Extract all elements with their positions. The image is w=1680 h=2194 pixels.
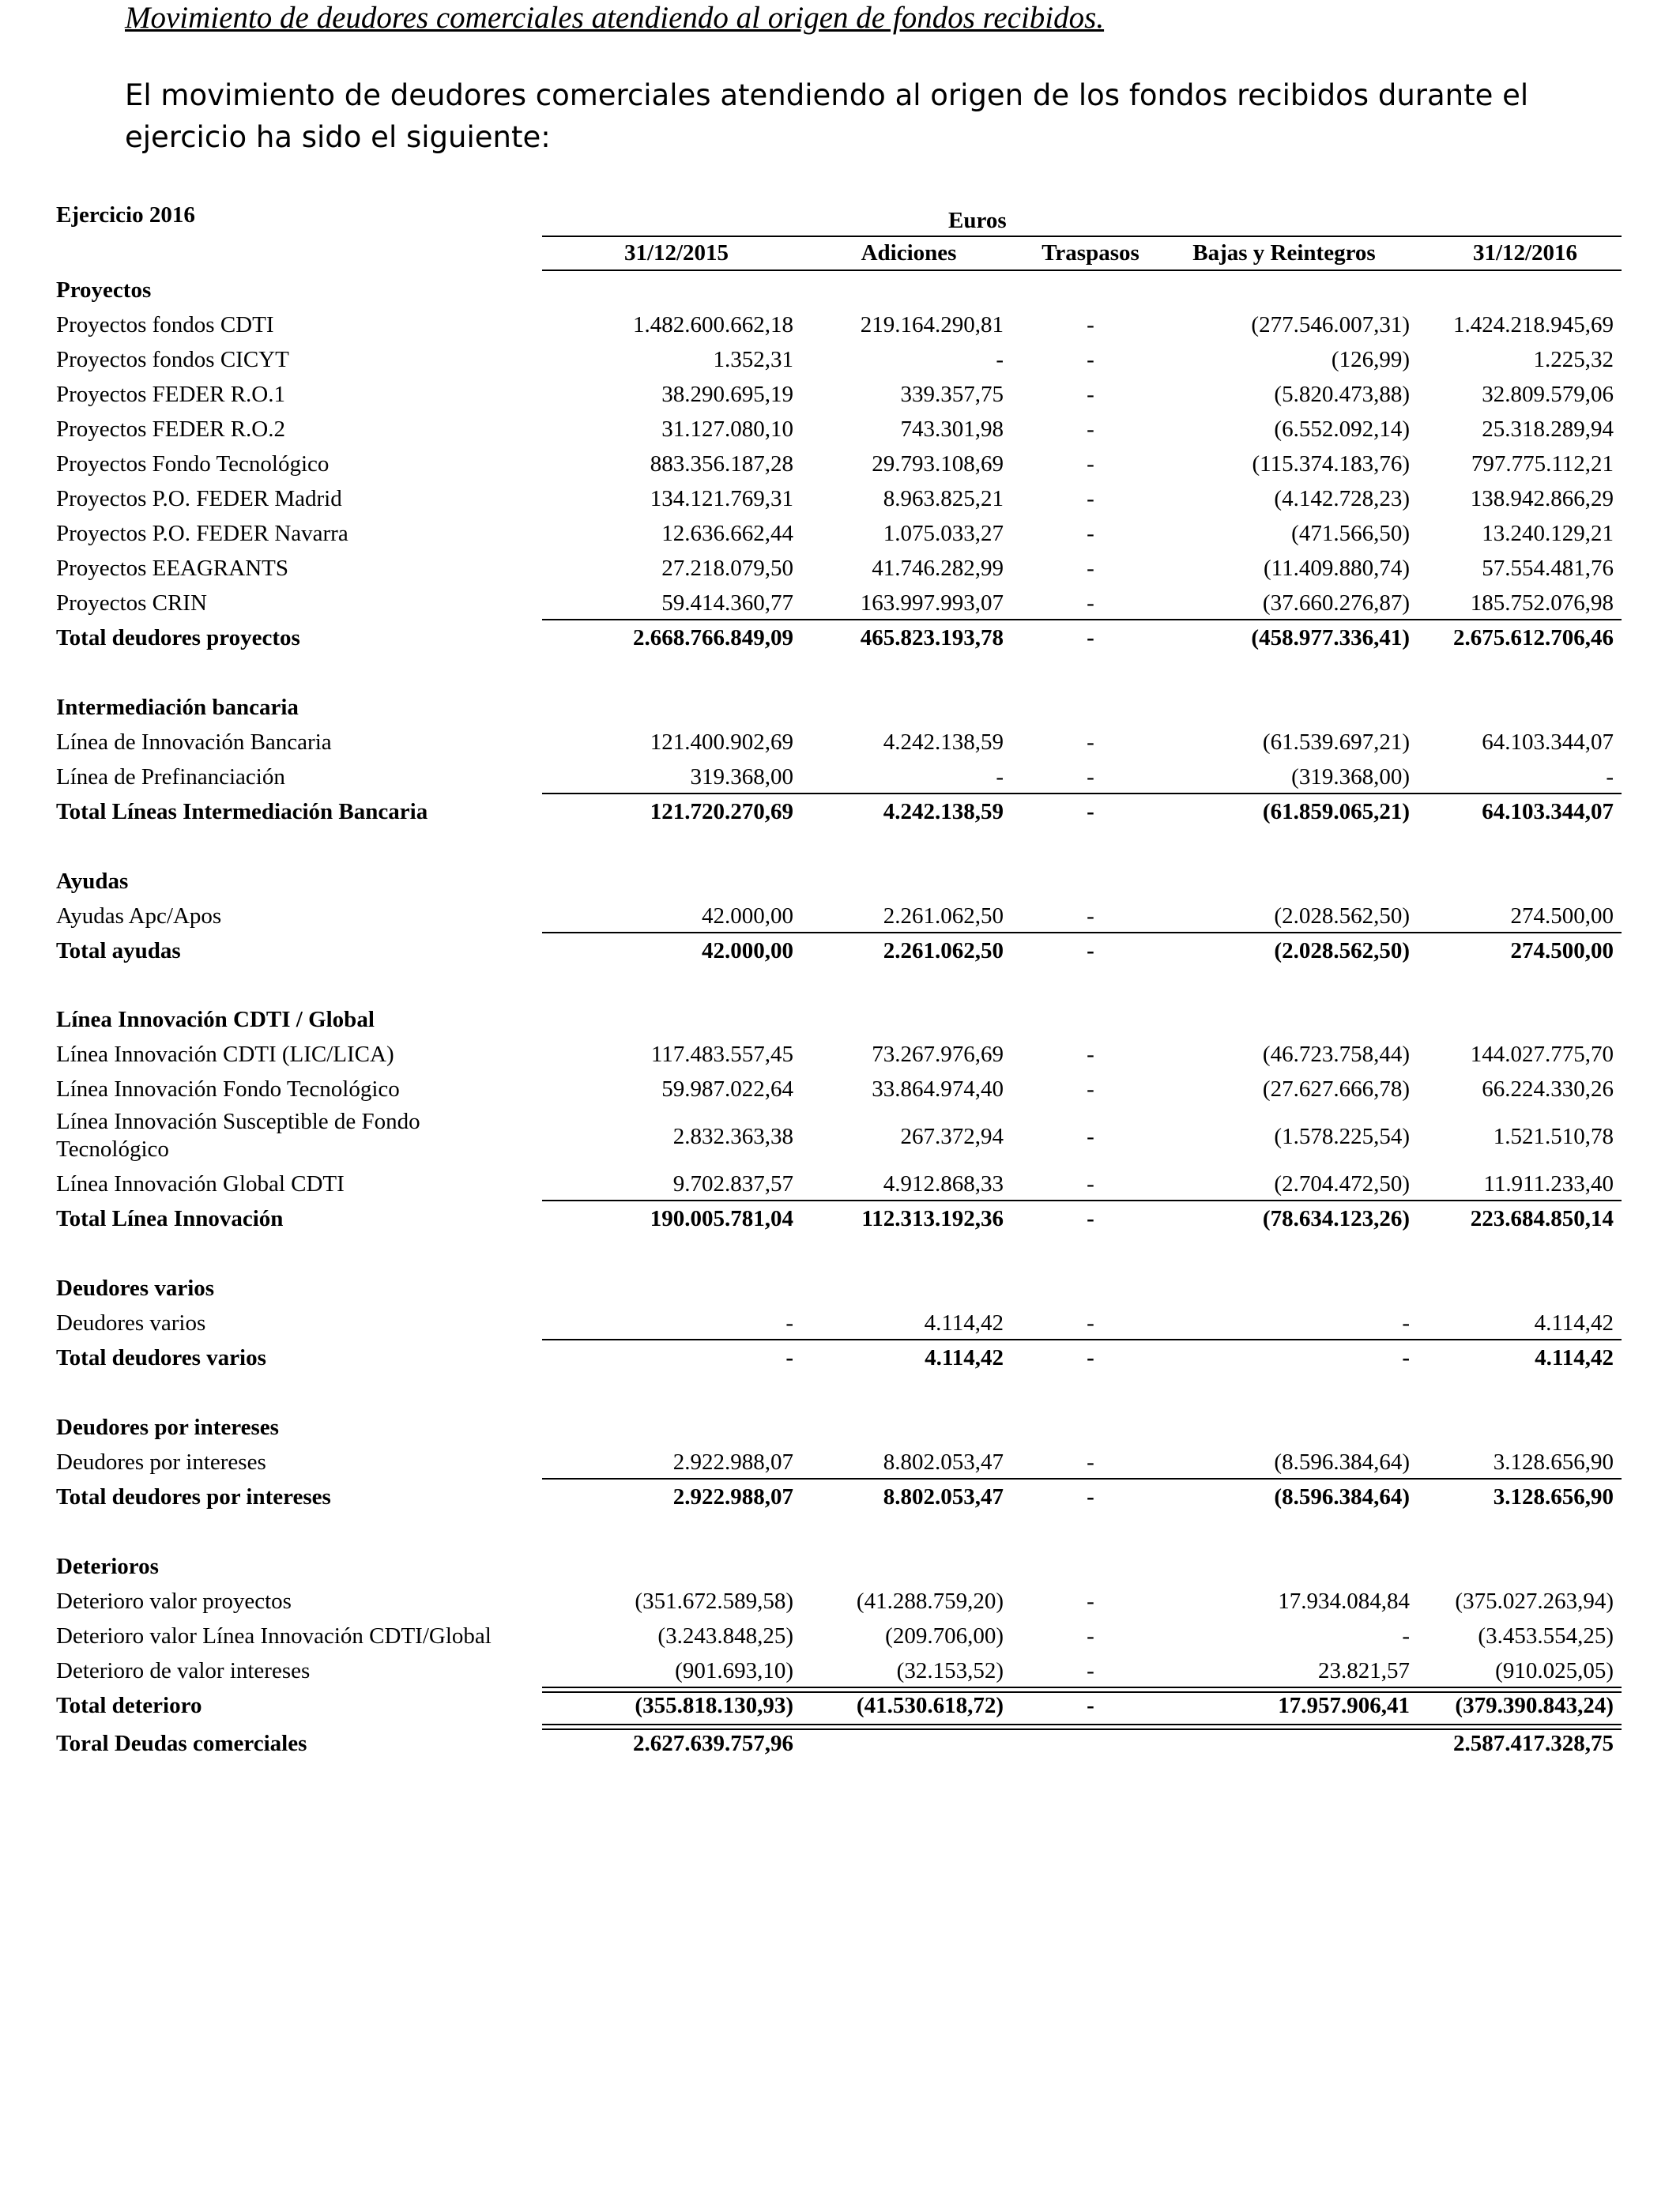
opening-balance-cell: 27.218.079,50 — [661, 556, 793, 581]
additions-cell: 1.075.033,27 — [883, 521, 1004, 546]
row-label: Intermediación bancaria — [56, 695, 299, 720]
write-offs-cell: 17.934.084,84 — [1278, 1589, 1410, 1614]
transfers-cell: - — [1087, 1345, 1094, 1370]
closing-balance-cell: (910.025,05) — [1495, 1658, 1614, 1683]
total-rule — [542, 1478, 1622, 1480]
opening-balance-cell: 12.636.662,44 — [661, 521, 793, 546]
write-offs-cell: 17.957.906,41 — [1278, 1693, 1410, 1718]
row-label: Ayudas Apc/Apos — [56, 903, 222, 929]
write-offs-cell: (458.977.336,41) — [1251, 625, 1410, 650]
additions-cell: 4.242.138,59 — [883, 729, 1004, 755]
opening-balance-cell: (901.693,10) — [675, 1658, 793, 1683]
exercise-label: Ejercicio 2016 — [56, 202, 195, 228]
additions-cell: - — [996, 764, 1004, 790]
closing-balance-cell: 11.911.233,40 — [1483, 1171, 1614, 1197]
currency-label: Euros — [948, 208, 1007, 233]
write-offs-cell: (46.723.758,44) — [1262, 1042, 1410, 1067]
opening-balance-cell: 1.352,31 — [713, 347, 793, 372]
additions-cell: 8.802.053,47 — [883, 1449, 1004, 1475]
closing-balance-cell: 1.521.510,78 — [1493, 1124, 1614, 1149]
write-offs-cell: (2.028.562,50) — [1274, 938, 1410, 963]
closing-balance-cell: (379.390.843,24) — [1455, 1693, 1614, 1718]
table-row-proyectos-crin — [0, 586, 1680, 620]
row-label: Ayudas — [56, 869, 129, 894]
closing-balance-cell: 3.128.656,90 — [1493, 1484, 1614, 1510]
table-row-linea-de-prefinanciacion — [0, 760, 1680, 794]
row-label: Línea Innovación CDTI (LIC/LICA) — [56, 1042, 394, 1067]
row-label: Toral Deudas comerciales — [56, 1731, 307, 1756]
write-offs-cell: (2.028.562,50) — [1274, 903, 1410, 929]
header-rule — [542, 236, 1622, 237]
additions-cell: (41.530.618,72) — [856, 1693, 1004, 1718]
column-header-additions: Adiciones — [861, 240, 957, 266]
section-header-deudores-varios — [0, 1271, 1680, 1306]
write-offs-cell: (2.704.472,50) — [1274, 1171, 1410, 1197]
section-header-linea-innovacion-cdti-global — [0, 1002, 1680, 1037]
closing-balance-cell: 4.114,42 — [1534, 1310, 1614, 1336]
row-label: Deudores por intereses — [56, 1415, 279, 1440]
closing-balance-cell: 3.128.656,90 — [1493, 1449, 1614, 1475]
additions-cell: - — [996, 347, 1004, 372]
additions-cell: 41.746.282,99 — [872, 556, 1004, 581]
write-offs-cell: (5.820.473,88) — [1274, 382, 1410, 407]
transfers-cell: - — [1087, 1693, 1094, 1718]
write-offs-cell: (4.142.728,23) — [1274, 486, 1410, 511]
closing-balance-cell: 274.500,00 — [1510, 903, 1614, 929]
row-label: Proyectos FEDER R.O.2 — [56, 417, 285, 442]
section-header-ayudas — [0, 864, 1680, 899]
double-total-rule — [542, 1724, 1622, 1730]
write-offs-cell: (37.660.276,87) — [1262, 590, 1410, 616]
row-label: Línea Innovación Susceptible de Fondo Tecnológico — [56, 1109, 420, 1162]
row-label: Deterioro valor proyectos — [56, 1589, 292, 1614]
additions-cell: 8.963.825,21 — [883, 486, 1004, 511]
transfers-cell: - — [1087, 903, 1094, 929]
row-label: Proyectos FEDER R.O.1 — [56, 382, 285, 407]
section-heading: Movimiento de deudores comerciales atendiendo al origen de fondos recibidos. — [125, 1, 1105, 35]
write-offs-cell: (319.368,00) — [1291, 764, 1410, 790]
table-row-linea-de-innovacion-bancaria — [0, 725, 1680, 760]
row-label: Deudores por intereses — [56, 1449, 266, 1475]
closing-balance-cell: 223.684.850,14 — [1470, 1206, 1614, 1231]
closing-balance-cell: 138.942.866,29 — [1470, 486, 1614, 511]
transfers-cell: - — [1087, 1484, 1094, 1510]
table-row-proyectos-feder-r-o-2 — [0, 412, 1680, 447]
total-row-total-deudores-varios — [0, 1340, 1680, 1375]
row-label: Deudores varios — [56, 1276, 215, 1301]
write-offs-cell: (126,99) — [1331, 347, 1410, 372]
row-label: Proyectos EEAGRANTS — [56, 556, 289, 581]
intro-paragraph: El movimiento de deudores comerciales atendiendo al origen de los fondos recibidos durante el ejercicio ha sido el siguiente: — [125, 78, 1529, 154]
write-offs-cell: (61.859.065,21) — [1262, 799, 1410, 824]
transfers-cell: - — [1087, 486, 1094, 511]
table-row-deterioro-valor-linea-innovacion-cdti-global — [0, 1619, 1680, 1653]
closing-balance-cell: 57.554.481,76 — [1482, 556, 1614, 581]
row-label: Total Línea Innovación — [56, 1206, 284, 1231]
write-offs-cell: (6.552.092,14) — [1274, 417, 1410, 442]
transfers-cell: - — [1087, 625, 1094, 650]
additions-cell: 4.242.138,59 — [883, 799, 1004, 824]
closing-balance-cell: - — [1606, 764, 1614, 790]
table-row-proyectos-p-o-feder-madrid — [0, 481, 1680, 516]
total-row-total-linea-innovacion — [0, 1201, 1680, 1236]
transfers-cell: - — [1087, 1206, 1094, 1231]
write-offs-cell: (277.546.007,31) — [1251, 312, 1410, 337]
row-label: Total ayudas — [56, 938, 181, 963]
table-row-linea-innovacion-global-cdti — [0, 1167, 1680, 1201]
opening-balance-cell: 117.483.557,45 — [650, 1042, 793, 1067]
opening-balance-cell: 31.127.080,10 — [661, 417, 793, 442]
table-row-linea-innovacion-fondo-tecnologico — [0, 1072, 1680, 1106]
table-row-deudores-varios — [0, 1306, 1680, 1340]
total-rule — [542, 793, 1622, 794]
additions-cell: 163.997.993,07 — [860, 590, 1004, 616]
opening-balance-cell: (351.672.589,58) — [635, 1589, 793, 1614]
row-label: Línea Innovación CDTI / Global — [56, 1007, 375, 1032]
table-row-deudores-por-intereses — [0, 1445, 1680, 1480]
opening-balance-cell: 121.720.270,69 — [650, 799, 793, 824]
section-header-deterioros — [0, 1549, 1680, 1584]
write-offs-cell: (27.627.666,78) — [1262, 1076, 1410, 1102]
row-label: Proyectos fondos CICYT — [56, 347, 289, 372]
transfers-cell: - — [1087, 1124, 1094, 1149]
column-header-closing: 31/12/2016 — [1472, 240, 1578, 266]
transfers-cell: - — [1087, 1310, 1094, 1336]
total-rule — [542, 1200, 1622, 1201]
section-header-intermediacion-bancaria — [0, 690, 1680, 725]
transfers-cell: - — [1087, 1658, 1094, 1683]
additions-cell: 219.164.290,81 — [860, 312, 1004, 337]
total-row-total-deudores-por-intereses — [0, 1480, 1680, 1514]
row-label: Línea de Innovación Bancaria — [56, 729, 332, 755]
additions-cell: 4.912.868,33 — [883, 1171, 1004, 1197]
write-offs-cell: 23.821,57 — [1318, 1658, 1410, 1683]
total-rule — [542, 1339, 1622, 1340]
opening-balance-cell: 2.832.363,38 — [672, 1124, 793, 1149]
row-label: Total deudores proyectos — [56, 625, 300, 650]
row-label: Proyectos P.O. FEDER Navarra — [56, 521, 348, 546]
opening-balance-cell: (355.818.130,93) — [635, 1693, 793, 1718]
row-label: Total deudores por intereses — [56, 1484, 331, 1510]
additions-cell: 465.823.193,78 — [860, 625, 1004, 650]
closing-balance-cell: 25.318.289,94 — [1482, 417, 1614, 442]
total-row-total-deterioro — [0, 1688, 1680, 1723]
section-header-deudores-por-intereses — [0, 1410, 1680, 1445]
total-rule — [542, 932, 1622, 933]
table-row-ayudas-apc-apos — [0, 899, 1680, 933]
column-header-opening: 31/12/2015 — [623, 240, 729, 266]
transfers-cell: - — [1087, 1623, 1094, 1649]
row-label: Línea de Prefinanciación — [56, 764, 285, 790]
additions-cell: 73.267.976,69 — [872, 1042, 1004, 1067]
closing-balance-cell: (3.453.554,25) — [1478, 1623, 1614, 1649]
additions-cell: 267.372,94 — [900, 1124, 1004, 1149]
additions-cell: 33.864.974,40 — [872, 1076, 1004, 1102]
write-offs-cell: (78.634.123,26) — [1262, 1206, 1410, 1231]
row-label: Proyectos Fondo Tecnológico — [56, 451, 330, 477]
row-label: Total Líneas Intermediación Bancaria — [56, 799, 428, 824]
table-row-proyectos-fondos-cdti — [0, 307, 1680, 342]
row-label: Total deudores varios — [56, 1345, 266, 1370]
opening-balance-cell: 42.000,00 — [702, 938, 793, 963]
table-row-deterioro-valor-proyectos — [0, 1584, 1680, 1619]
opening-balance-cell: 190.005.781,04 — [650, 1206, 793, 1231]
header-rule — [542, 270, 1622, 271]
transfers-cell: - — [1087, 1449, 1094, 1475]
double-total-rule — [542, 1687, 1622, 1693]
row-label: Total deterioro — [56, 1693, 202, 1718]
write-offs-cell: (8.596.384,64) — [1274, 1449, 1410, 1475]
total-row-total-ayudas — [0, 933, 1680, 968]
transfers-cell: - — [1087, 1076, 1094, 1102]
opening-balance-cell: 2.922.988,07 — [672, 1484, 793, 1510]
closing-balance-cell: (375.027.263,94) — [1455, 1589, 1614, 1614]
opening-balance-cell: 121.400.902,69 — [650, 729, 793, 755]
transfers-cell: - — [1087, 764, 1094, 790]
additions-cell: 2.261.062,50 — [883, 903, 1004, 929]
write-offs-cell: - — [1402, 1345, 1410, 1370]
additions-cell: (32.153,52) — [896, 1658, 1004, 1683]
additions-cell: 4.114,42 — [924, 1310, 1004, 1336]
closing-balance-cell: 66.224.330,26 — [1482, 1076, 1614, 1102]
table-row-proyectos-fondos-cicyt — [0, 342, 1680, 377]
opening-balance-cell: 42.000,00 — [702, 903, 793, 929]
row-label: Deterioro de valor intereses — [56, 1658, 311, 1683]
transfers-cell: - — [1087, 938, 1094, 963]
opening-balance-cell: 883.356.187,28 — [650, 451, 793, 477]
additions-cell: 4.114,42 — [925, 1345, 1004, 1370]
table-row-deterioro-de-valor-intereses — [0, 1653, 1680, 1688]
opening-balance-cell: 38.290.695,19 — [661, 382, 793, 407]
closing-balance-cell: 32.809.579,06 — [1482, 382, 1614, 407]
closing-balance-cell: 64.103.344,07 — [1482, 729, 1614, 755]
transfers-cell: - — [1087, 1171, 1094, 1197]
transfers-cell: - — [1087, 451, 1094, 477]
write-offs-cell: - — [1402, 1623, 1410, 1649]
closing-balance-cell: 797.775.112,21 — [1471, 451, 1614, 477]
transfers-cell: - — [1087, 312, 1094, 337]
write-offs-cell: (1.578.225,54) — [1274, 1124, 1410, 1149]
additions-cell: 8.802.053,47 — [883, 1484, 1004, 1510]
total-row-total-deudores-proyectos — [0, 620, 1680, 655]
opening-balance-cell: 9.702.837,57 — [672, 1171, 793, 1197]
closing-balance-cell: 144.027.775,70 — [1470, 1042, 1614, 1067]
table-row-linea-innovacion-cdti-lic-lica — [0, 1037, 1680, 1072]
closing-balance-cell: 1.424.218.945,69 — [1453, 312, 1614, 337]
opening-balance-cell: 134.121.769,31 — [650, 486, 793, 511]
opening-balance-cell: (3.243.848,25) — [657, 1623, 793, 1649]
opening-balance-cell: 2.627.639.757,96 — [633, 1731, 793, 1756]
row-label: Proyectos fondos CDTI — [56, 312, 274, 337]
additions-cell: (41.288.759,20) — [856, 1589, 1004, 1614]
table-row-linea-innovacion-susceptible-de-fondo-tecnologico — [0, 1106, 1680, 1167]
transfers-cell: - — [1087, 556, 1094, 581]
section-header-proyectos — [0, 273, 1680, 307]
row-label: Proyectos — [56, 277, 152, 303]
total-row-toral-deudas-comerciales — [0, 1726, 1680, 1761]
additions-cell: (209.706,00) — [885, 1623, 1004, 1649]
opening-balance-cell: 2.668.766.849,09 — [633, 625, 793, 650]
column-header-transfers: Traspasos — [1042, 240, 1139, 266]
closing-balance-cell: 4.114,42 — [1535, 1345, 1614, 1370]
transfers-cell: - — [1087, 417, 1094, 442]
transfers-cell: - — [1087, 521, 1094, 546]
transfers-cell: - — [1087, 1042, 1094, 1067]
transfers-cell: - — [1087, 729, 1094, 755]
row-label: Deudores varios — [56, 1310, 206, 1336]
additions-cell: 29.793.108,69 — [872, 451, 1004, 477]
table-row-proyectos-fondo-tecnologico — [0, 447, 1680, 481]
closing-balance-cell: 2.587.417.328,75 — [1453, 1731, 1614, 1756]
write-offs-cell: (11.409.880,74) — [1264, 556, 1410, 581]
transfers-cell: - — [1087, 590, 1094, 616]
write-offs-cell: (61.539.697,21) — [1262, 729, 1410, 755]
opening-balance-cell: - — [785, 1345, 793, 1370]
row-label: Deterioro valor Línea Innovación CDTI/Global — [56, 1623, 492, 1649]
closing-balance-cell: 185.752.076,98 — [1470, 590, 1614, 616]
total-rule — [542, 619, 1622, 620]
table-row-proyectos-eeagrants — [0, 551, 1680, 586]
closing-balance-cell: 13.240.129,21 — [1482, 521, 1614, 546]
total-row-total-lineas-intermediacion-bancaria — [0, 794, 1680, 829]
row-label: Proyectos CRIN — [56, 590, 207, 616]
additions-cell: 743.301,98 — [900, 417, 1004, 442]
closing-balance-cell: 1.225,32 — [1533, 347, 1614, 372]
opening-balance-cell: 1.482.600.662,18 — [633, 312, 793, 337]
transfers-cell: - — [1087, 347, 1094, 372]
additions-cell: 339.357,75 — [900, 382, 1004, 407]
closing-balance-cell: 274.500,00 — [1510, 938, 1614, 963]
opening-balance-cell: 59.414.360,77 — [661, 590, 793, 616]
closing-balance-cell: 64.103.344,07 — [1482, 799, 1614, 824]
row-label: Línea Innovación Fondo Tecnológico — [56, 1076, 400, 1102]
table-row-proyectos-p-o-feder-navarra — [0, 516, 1680, 551]
opening-balance-cell: 59.987.022,64 — [661, 1076, 793, 1102]
additions-cell: 112.313.192,36 — [861, 1206, 1004, 1231]
transfers-cell: - — [1087, 1589, 1094, 1614]
transfers-cell: - — [1087, 382, 1094, 407]
opening-balance-cell: - — [785, 1310, 793, 1336]
write-offs-cell: (471.566,50) — [1291, 521, 1410, 546]
row-label: Línea Innovación Global CDTI — [56, 1171, 345, 1197]
write-offs-cell: - — [1402, 1310, 1410, 1336]
row-label: Proyectos P.O. FEDER Madrid — [56, 486, 342, 511]
table-row-proyectos-feder-r-o-1 — [0, 377, 1680, 412]
additions-cell: 2.261.062,50 — [883, 938, 1004, 963]
row-label: Deterioros — [56, 1554, 159, 1579]
write-offs-cell: (115.374.183,76) — [1252, 451, 1410, 477]
write-offs-cell: (8.596.384,64) — [1274, 1484, 1410, 1510]
transfers-cell: - — [1087, 799, 1094, 824]
opening-balance-cell: 319.368,00 — [690, 764, 793, 790]
opening-balance-cell: 2.922.988,07 — [672, 1449, 793, 1475]
column-header-write-offs: Bajas y Reintegros — [1192, 240, 1376, 266]
closing-balance-cell: 2.675.612.706,46 — [1453, 625, 1614, 650]
